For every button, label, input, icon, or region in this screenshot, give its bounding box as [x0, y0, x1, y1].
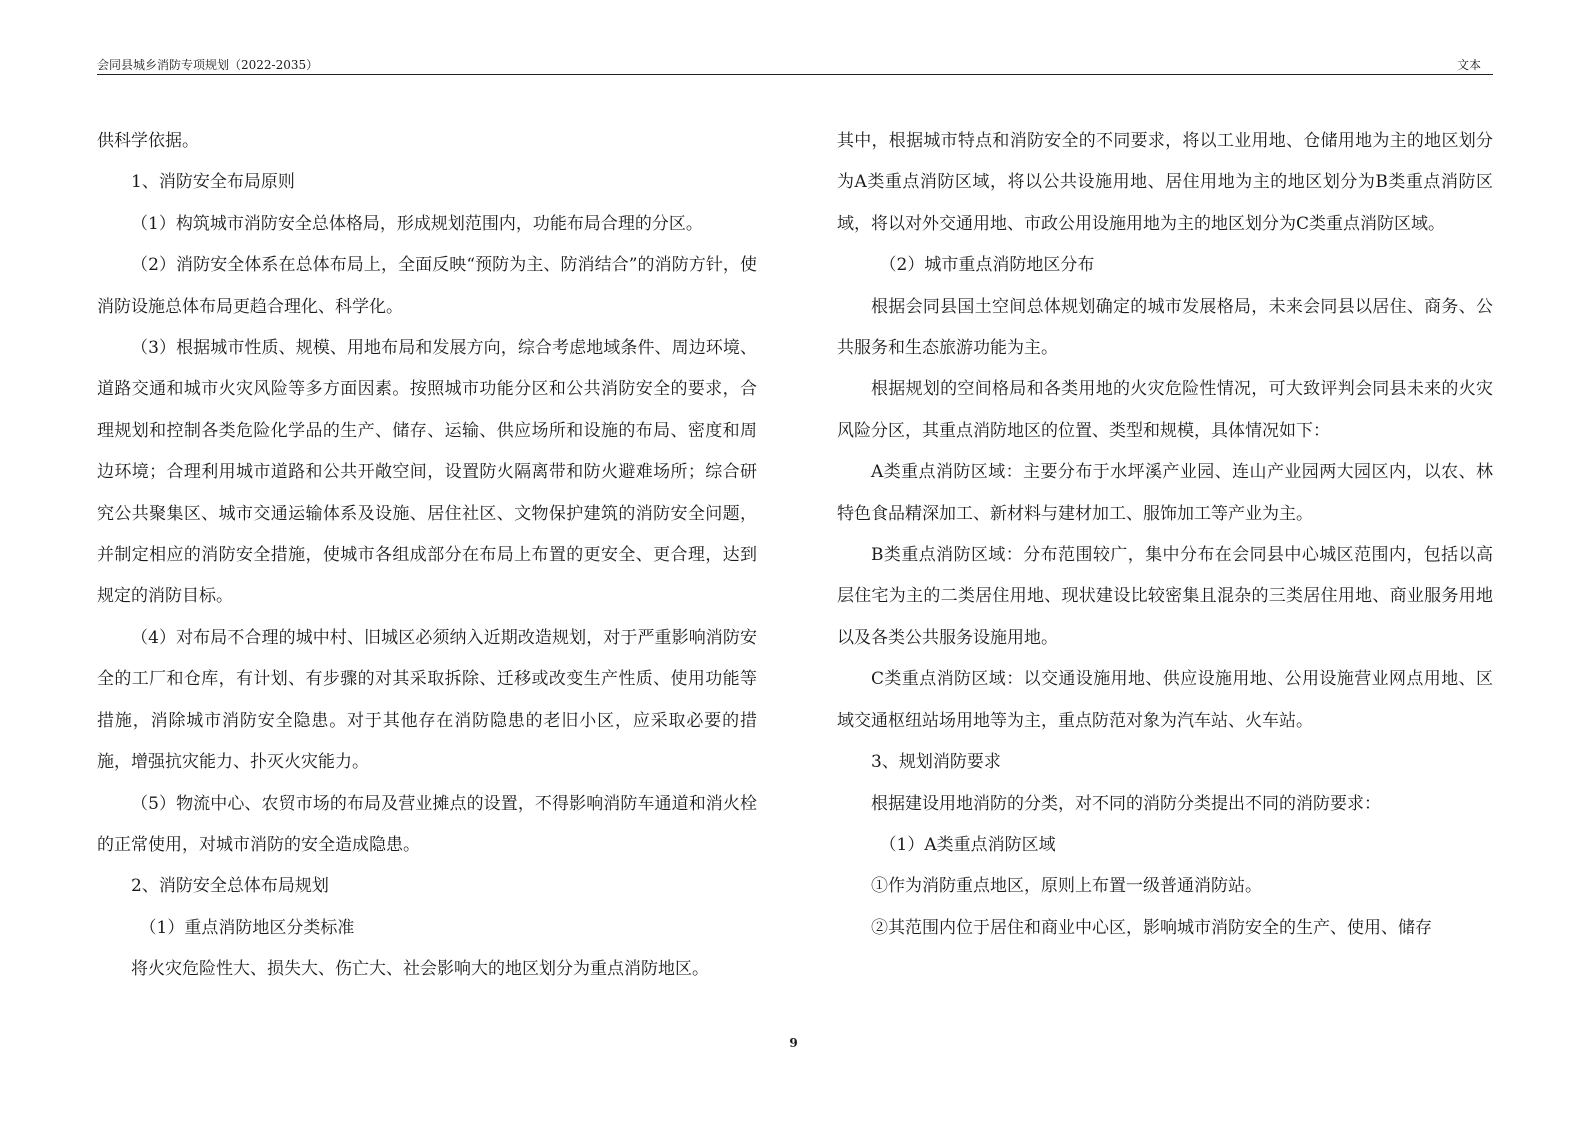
- paragraph: 将火灾危险性大、损失大、伤亡大、社会影响大的地区划分为重点消防地区。: [131, 959, 709, 980]
- paragraph: （3）根据城市性质、规模、用地布局和发展方向，综合考虑地域条件、周边环境、道路交通和城市火灾风险等多方面因素。按照城市功能分区和公共消防安全的要求，合理规划和控制各类危险化学品的生产、储存、运输、供应场所和设施的布局、密度和周边环境；合理利用城市道路和公共开敞空间，设置防火隔离带和防火避难场所；综合研究公共聚集区、城市交通运输体系及设施、居住社区、文物保护建筑的消防安全问题，并制定相应的消防安全措施，使城市各组成部分在布局上布置的更安全、更合理，达到规定的消防目标。: [97, 338, 757, 607]
- subsection-heading: （1）重点消防地区分类标准: [139, 917, 355, 938]
- list-item: ②其范围内位于居住和商业中心区，影响城市消防安全的生产、使用、储存: [871, 917, 1432, 938]
- section-heading: 2、消防安全总体布局规划: [131, 876, 329, 897]
- section-heading: 1、消防安全布局原则: [131, 172, 295, 193]
- list-item: ①作为消防重点地区，原则上布置一级普通消防站。: [871, 876, 1262, 897]
- paragraph: 根据建设用地消防的分类，对不同的消防分类提出不同的消防要求：: [871, 793, 1381, 814]
- paragraph: 根据规划的空间格局和各类用地的火灾危险性情况，可大致评判会同县未来的火灾风险分区，其重点消防地区的位置、类型和规模，具体情况如下：: [837, 379, 1493, 441]
- paragraph: B类重点消防区域：分布范围较广，集中分布在会同县中心城区范围内，包括以高层住宅为主的二类居住用地、现状建设比较密集且混杂的三类居住用地、商业服务用地以及各类公共服务设施用地。: [837, 545, 1493, 648]
- section-heading: 3、规划消防要求: [871, 752, 1001, 773]
- paragraph: C类重点消防区域：以交通设施用地、供应设施用地、公用设施营业网点用地、区域交通枢纽站场用地等为主，重点防范对象为汽车站、火车站。: [837, 669, 1493, 731]
- right-column: [837, 121, 1493, 949]
- paragraph: （4）对布局不合理的城中村、旧城区必须纳入近期改造规划，对于严重影响消防安全的工厂和仓库，有计划、有步骤的对其采取拆除、迁移或改变生产性质、使用功能等措施，消除城市消防安全隐患。对于其他存在消防隐患的老旧小区，应采取必要的措施，增强抗灾能力、扑灭火灾能力。: [97, 627, 757, 773]
- subsection-heading: （2）城市重点消防地区分布: [879, 255, 1095, 276]
- paragraph: （2）消防安全体系在总体布局上，全面反映“预防为主、防消结合”的消防方针，使消防设施总体布局更趋合理化、科学化。: [97, 255, 757, 317]
- paragraph: A类重点消防区域：主要分布于水坪溪产业园、连山产业园两大园区内，以农、林特色食品精深加工、新材料与建材加工、服饰加工等产业为主。: [837, 462, 1493, 524]
- paragraph-continuation: 供科学依据。: [97, 131, 199, 151]
- left-column: [97, 121, 757, 991]
- paragraph: 根据会同县国土空间总体规划确定的城市发展格局，未来会同县以居住、商务、公共服务和生态旅游功能为主。: [837, 296, 1493, 359]
- section-label: 文本: [1456, 58, 1481, 72]
- subsection-heading: （1）A类重点消防区域: [879, 834, 1056, 855]
- paragraph: （1）构筑城市消防安全总体格局，形成规划范围内，功能布局合理的分区。: [131, 213, 703, 234]
- document-title: 会同县城乡消防专项规划（2022-2035）: [97, 58, 319, 72]
- paragraph-continuation: 其中，根据城市特点和消防安全的不同要求，将以工业用地、仓储用地为主的地区划分为A类重点消防区域，将以公共设施用地、居住用地为主的地区划分为B类重点消防区域，将以对外交通用地、市政公用设施用地为主的地区划分为C类重点消防区域。: [837, 131, 1493, 234]
- page-header: [97, 0, 1493, 75]
- paragraph: （5）物流中心、农贸市场的布局及营业摊点的设置，不得影响消防车通道和消火栓的正常使用，对城市消防的安全造成隐患。: [97, 793, 757, 855]
- page-number: 9: [789, 1036, 798, 1050]
